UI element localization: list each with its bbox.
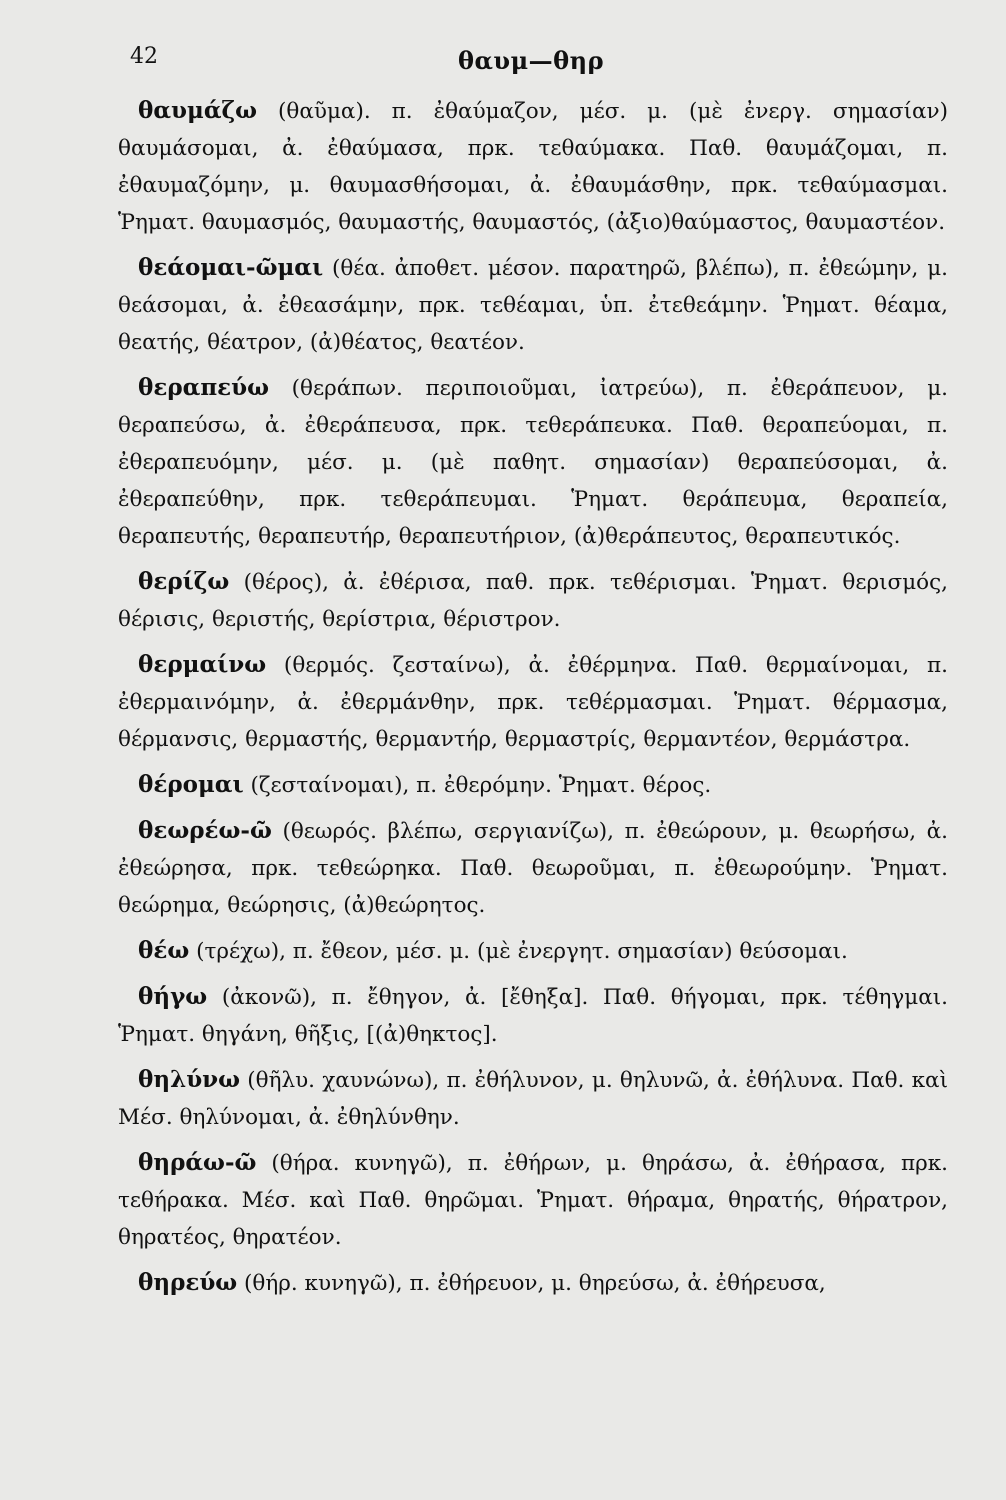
dictionary-entry	[118, 249, 948, 361]
entry-lemma: θέω	[138, 937, 190, 964]
dictionary-entry	[118, 1264, 948, 1302]
entry-lemma: θερίζω	[138, 568, 230, 595]
entry-lemma: θεάομαι-ῶμαι	[138, 254, 324, 281]
entry-lemma: θερμαίνω	[138, 651, 267, 678]
entry-lemma: θηράω-ῶ	[138, 1149, 257, 1176]
entry-lemma: θεωρέω-ῶ	[138, 817, 272, 844]
dictionary-entry	[118, 766, 948, 804]
dictionary-entry	[118, 563, 948, 638]
entry-text: (ἀκονῶ), π. ἔθηγον, ἀ. [ἔθηξα]. Παθ. θήγομαι, πρκ. τέθηγμαι. Ῥηματ. θηγάνη, θῆξις, [(ἀ)θηκτος].	[118, 985, 948, 1047]
page-header	[118, 44, 944, 84]
entry-lemma: θέρομαι	[138, 771, 244, 798]
entry-lemma: θηρεύω	[138, 1269, 238, 1296]
entry-text: (θεωρός. βλέπω, σεργιανίζω), π. ἐθεώρουν, μ. θεωρήσω, ἀ. ἐθεώρησα, πρκ. τεθεώρηκα. Παθ. θεωροῦμαι, π. ἐθεωρούμην. Ῥηματ. θεώρημα, θεώρησις, (ἀ)θεώρητος.	[118, 819, 948, 918]
entry-text: (θερμός. ζεσταίνω), ἀ. ἐθέρμηνα. Παθ. θερμαίνομαι, π. ἐθερμαινόμην, ἀ. ἐθερμάνθην, πρκ. τεθέρμασμαι. Ῥηματ. θέρμασμα, θέρμανσις, θερμαστής, θερμαντήρ, θερμαστρίς, θερμαντέον, θερμάστρα.	[118, 653, 948, 752]
entry-lemma: θεραπεύω	[138, 374, 269, 401]
dictionary-entries	[118, 92, 948, 1310]
dictionary-entry	[118, 1144, 948, 1256]
entry-text: (τρέχω), π. ἔθεον, μέσ. μ. (μὲ ἐνεργητ. σημασίαν) θεύσομαι.	[189, 939, 848, 964]
entry-text: (θέρος), ἀ. ἐθέρισα, παθ. πρκ. τεθέρισμαι. Ῥηματ. θερισμός, θέρισις, θεριστής, θερίστρια, θέριστρον.	[118, 570, 948, 632]
dictionary-entry	[118, 812, 948, 924]
entry-lemma: θήγω	[138, 983, 208, 1010]
dictionary-entry	[118, 92, 948, 241]
entry-lemma: θαυμάζω	[138, 97, 258, 124]
entry-lemma: θηλύνω	[138, 1066, 241, 1093]
entry-text: (θεράπων. περιποιοῦμαι, ἰατρεύω), π. ἐθεράπευον, μ. θεραπεύσω, ἀ. ἐθεράπευσα, πρκ. τεθεράπευκα. Παθ. θεραπεύομαι, π. ἐθεραπευόμην, μέσ. μ. (μὲ παθητ. σημασίαν) θεραπεύσομαι, ἀ. ἐθεραπεύθην, πρκ. τεθεράπευμαι. Ῥηματ. θεράπευμα, θεραπεία, θεραπευτής, θεραπευτήρ, θεραπευτήριον, (ἀ)θεράπευτος, θεραπευτικός.	[118, 376, 948, 549]
entry-text: (θήρα. κυνηγῶ), π. ἐθήρων, μ. θηράσω, ἀ. ἐθήρασα, πρκ. τεθήρακα. Μέσ. καὶ Παθ. θηρῶμαι. Ῥηματ. θήραμα, θηρατής, θήρατρον, θηρατέος, θηρατέον.	[118, 1151, 948, 1250]
dictionary-entry	[118, 978, 948, 1053]
running-head: θαυμ—θηρ	[457, 46, 605, 75]
dictionary-entry	[118, 932, 948, 970]
entry-text: (θέα. ἀποθετ. μέσον. παρατηρῶ, βλέπω), π. ἐθεώμην, μ. θεάσομαι, ἀ. ἐθεασάμην, πρκ. τεθέαμαι, ὑπ. ἐτεθεάμην. Ῥηματ. θέαμα, θεατής, θέατρον, (ἀ)θέατος, θεατέον.	[118, 256, 948, 355]
entry-text: (θαῦμα). π. ἐθαύμαζον, μέσ. μ. (μὲ ἐνεργ. σημασίαν) θαυμάσομαι, ἀ. ἐθαύμασα, πρκ. τεθαύμακα. Παθ. θαυμάζομαι, π. ἐθαυμαζόμην, μ. θαυμασθήσομαι, ἀ. ἐθαυμάσθην, πρκ. τεθαύμασμαι. Ῥηματ. θαυμασμός, θαυμαστής, θαυμαστός, (ἀξιο)θαύμαστος, θαυμαστέον.	[118, 99, 948, 235]
dictionary-entry	[118, 646, 948, 758]
entry-text: (ζεσταίνομαι), π. ἐθερόμην. Ῥηματ. θέρος.	[243, 773, 712, 798]
page-number: 42	[130, 44, 158, 69]
dictionary-entry	[118, 369, 948, 555]
entry-text: (θήρ. κυνηγῶ), π. ἐθήρευον, μ. θηρεύσω, ἀ. ἐθήρευσα,	[237, 1271, 826, 1296]
entry-text: (θῆλυ. χαυνώνω), π. ἐθήλυνον, μ. θηλυνῶ, ἀ. ἐθήλυνα. Παθ. καὶ Μέσ. θηλύνομαι, ἀ. ἐθηλύνθην.	[118, 1068, 948, 1130]
dictionary-entry	[118, 1061, 948, 1136]
